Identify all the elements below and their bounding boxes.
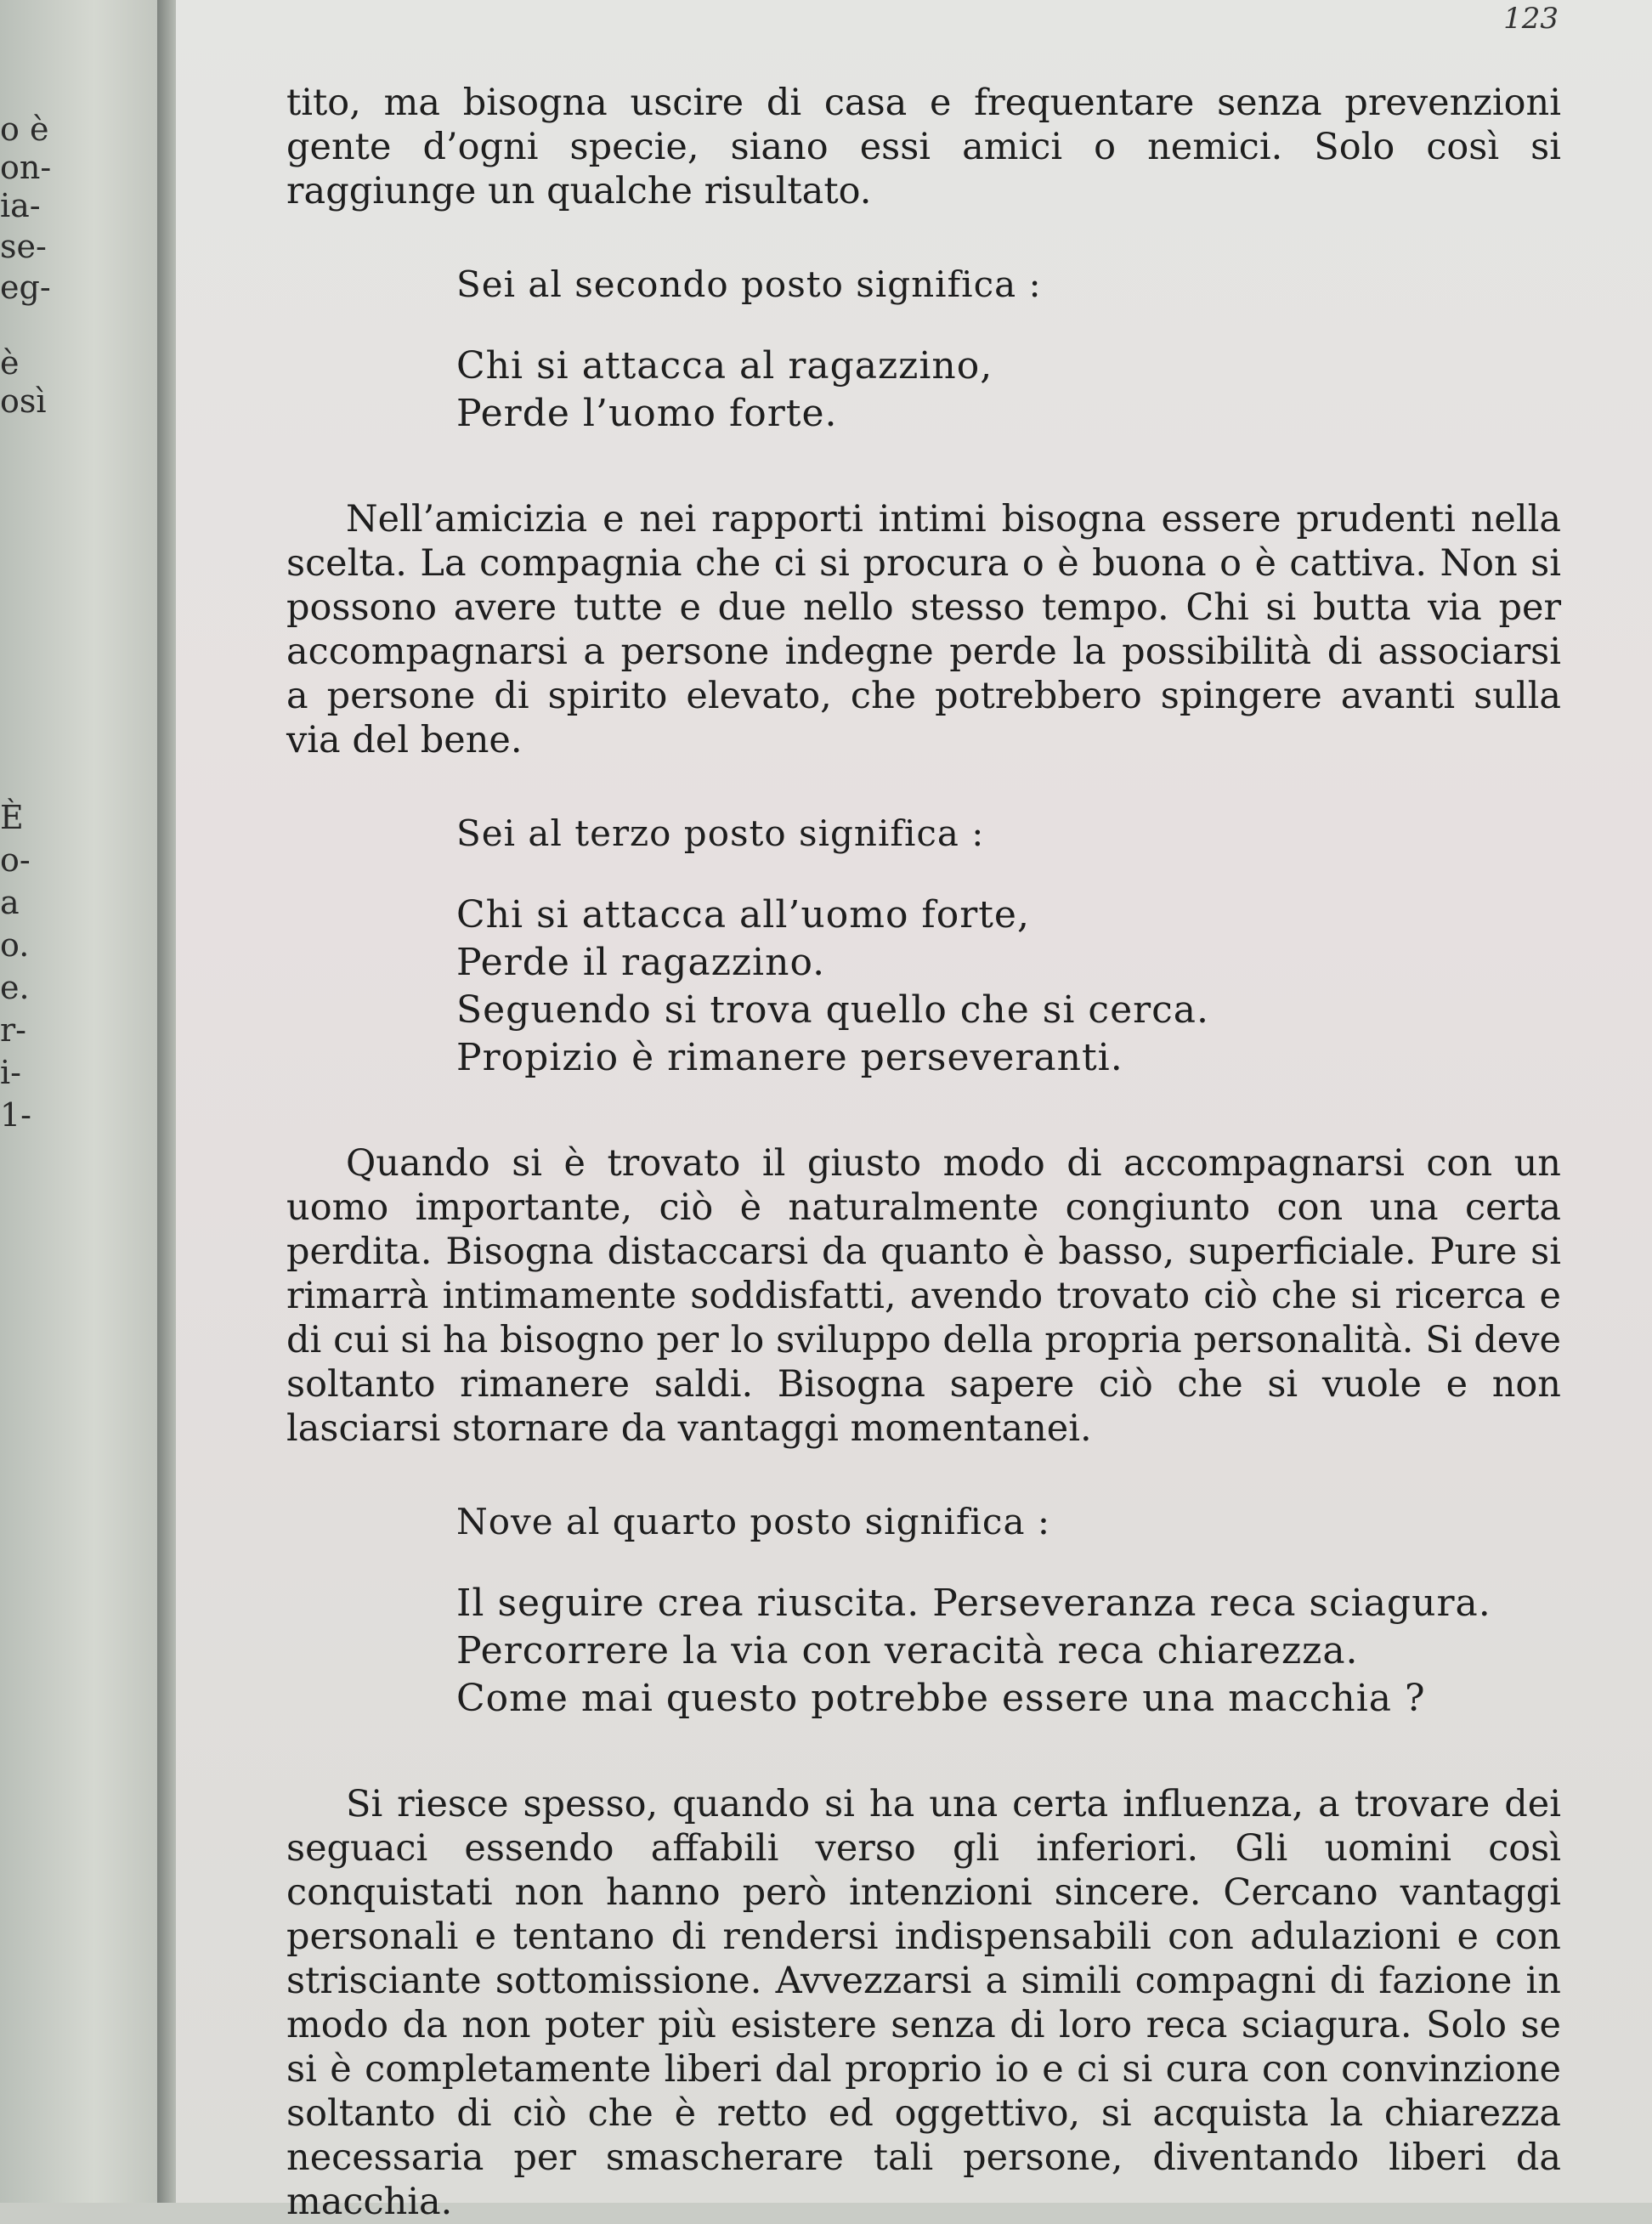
verse-heading: Sei al terzo posto significa : [456, 812, 985, 854]
left-fragment: ia- [0, 187, 41, 224]
verse-line: Percorrere la via con veracità reca chiarezza. [456, 1629, 1359, 1672]
left-fragment: a [0, 884, 20, 921]
left-fragment: o. [0, 926, 30, 964]
book-gutter [157, 0, 176, 2203]
paragraph-3: Quando si è trovato il giusto modo di accompagnarsi con un uomo importante, ciò è naturalmente congiunto con una certa perdita. Bisogna distaccarsi da quanto è basso, superficiale. Pure si rimarrà intimamente soddisfatti, avendo trovato ciò che si ricerca e di cui si ha bisogno per lo sviluppo della propria personalità. Si deve soltanto rimanere saldi. Bisogna sapere ciò che si vuole e non lasciarsi stornare da vantaggi momentanei. [286, 1142, 1561, 1450]
right-page [176, 0, 1652, 2223]
left-fragment: r- [0, 1011, 27, 1049]
verse-line: Perde l’uomo forte. [456, 392, 838, 435]
left-fragment: osì [0, 382, 47, 420]
page-number: 123 [1503, 2, 1559, 36]
verse-line: Seguendo si trova quello che si cerca. [456, 988, 1210, 1032]
left-fragment: e. [0, 969, 30, 1006]
left-fragment: o è [0, 110, 49, 148]
left-fragment: se- [0, 228, 47, 265]
paragraph-2: Nell’amicizia e nei rapporti intimi bisogna essere prudenti nella scelta. La compagnia che ci si procura o è buona o è cattiva. Non si possono avere tutte e due nello stesso tempo. Chi si butta via per accompagnarsi a persone indegne perde la possibilità di associarsi a persone di spirito elevato, che potrebbero spingere avanti sulla via del bene. [286, 498, 1561, 761]
left-fragment: i- [0, 1054, 21, 1091]
verse-line: Chi si attacca al ragazzino, [456, 344, 993, 388]
verse-heading: Nove al quarto posto significa : [456, 1501, 1050, 1542]
page-text [286, 81, 1561, 2224]
verse-block-second-place [456, 263, 1561, 438]
verse-line: Perde il ragazzino. [456, 941, 826, 984]
verse-line: Il seguire crea riuscita. Perseveranza reca sciagura. [456, 1582, 1491, 1625]
paragraph-4: Si riesce spesso, quando si ha una certa influenza, a trovare dei seguaci essendo affabili verso gli inferiori. Gli uomini così conquistati non hanno però intenzioni sincere. Cercano vantaggi personali e tentano di rendersi indispensabili con adulazioni e con strisciante sottomissione. Avvezzarsi a simili compagni di fazione in modo da non poter più esistere senza di loro reca sciagura. Solo se si è completamente liberi dal proprio io e ci si cura con convinzione soltanto di ciò che è retto ed oggettivo, si acquista la chiarezza necessaria per smascherare tali persone, diventando liberi da macchia. [286, 1783, 1561, 2223]
verse-heading: Sei al secondo posto significa : [456, 263, 1042, 305]
left-fragment: 1- [0, 1096, 32, 1134]
left-fragment: È [0, 799, 24, 836]
left-fragment: o- [0, 841, 31, 879]
left-fragment: on- [0, 149, 52, 186]
left-page-edge [0, 0, 157, 2203]
verse-line: Come mai questo potrebbe essere una macchia ? [456, 1677, 1426, 1720]
left-fragment: è [0, 344, 20, 382]
verse-line: Propizio è rimanere perseveranti. [456, 1036, 1123, 1079]
verse-block-fourth-place [456, 1500, 1561, 1723]
verse-line: Chi si attacca all’uomo forte, [456, 893, 1030, 937]
left-fragment: eg- [0, 269, 51, 306]
verse-block-third-place [456, 812, 1561, 1082]
paragraph-1: tito, ma bisogna uscire di casa e frequentare senza prevenzioni gente d’ogni specie, siano essi amici o nemici. Solo così si raggiunge un qualche risultato. [286, 82, 1561, 212]
